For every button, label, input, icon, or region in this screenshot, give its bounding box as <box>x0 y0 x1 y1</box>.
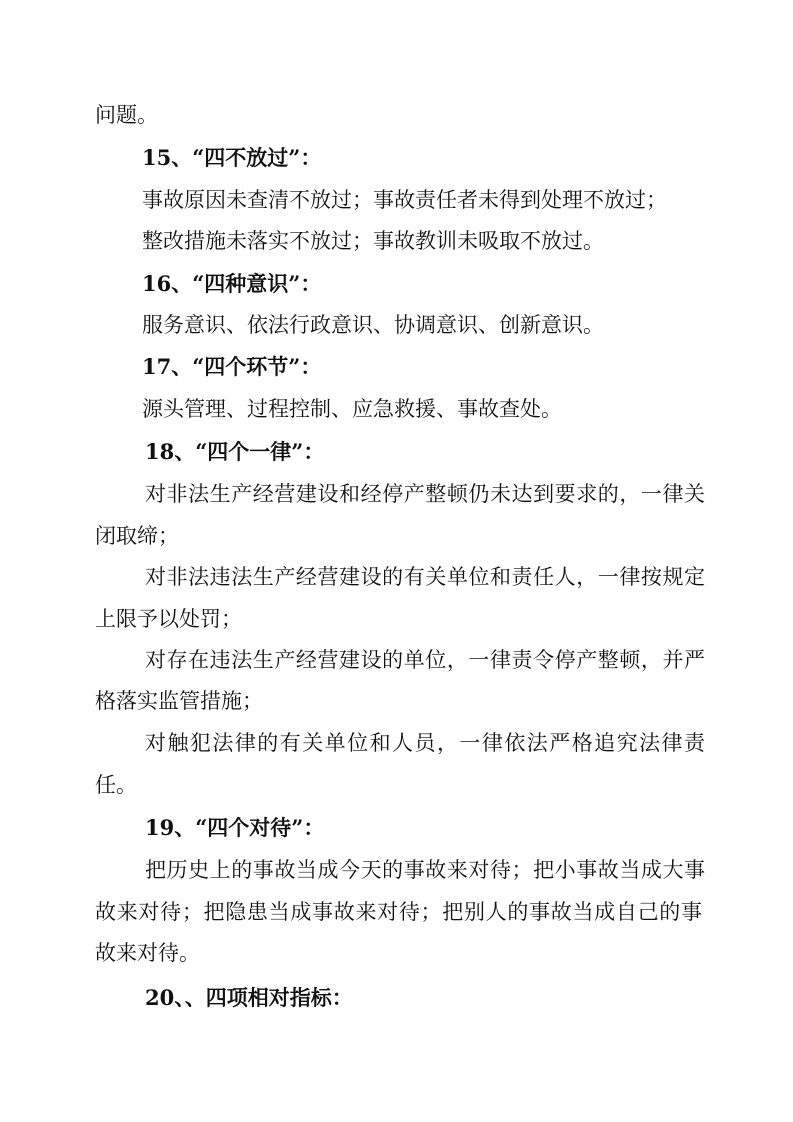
paragraph-text: 上限予以处罚； <box>95 607 242 631</box>
paragraph-text: 问题。 <box>95 103 158 127</box>
paragraph-text: 故来对待；把隐患当成事故来对待；把别人的事故当成自己的事 <box>95 900 702 924</box>
paragraph-text: 对触犯法律的有关单位和人员，一律依法严格追究法律责 <box>145 731 705 755</box>
section-heading-19: 19、“四个对待”： <box>145 815 325 840</box>
section-heading-15: 15、“四不放过”： <box>142 145 322 170</box>
paragraph-text: 事故原因未查清不放过；事故责任者未得到处理不放过； <box>142 188 667 212</box>
paragraph-text: 闭取缔； <box>95 524 179 548</box>
paragraph-text: 整改措施未落实不放过；事故教训未吸取不放过。 <box>142 229 604 253</box>
paragraph-text: 格落实监管措施； <box>95 689 263 713</box>
paragraph-text: 把历史上的事故当成今天的事故来对待；把小事故当成大事 <box>145 858 705 882</box>
section-heading-20: 20、、四项相对指标： <box>145 985 353 1010</box>
paragraph-text: 故来对待。 <box>95 941 200 965</box>
section-heading-18: 18、“四个一律”： <box>145 439 325 464</box>
paragraph-text: 对非法生产经营建设和经停产整顿仍未达到要求的，一律关 <box>145 482 705 506</box>
paragraph-text: 任。 <box>95 773 137 797</box>
paragraph-text: 服务意识、依法行政意识、协调意识、创新意识。 <box>142 313 604 337</box>
paragraph-text: 对存在违法生产经营建设的单位，一律责令停产整顿，并严 <box>145 648 705 672</box>
section-heading-16: 16、“四种意识”： <box>142 271 322 296</box>
paragraph-text: 源头管理、过程控制、应急救援、事故查处。 <box>142 397 562 421</box>
section-heading-17: 17、“四个环节”： <box>142 354 322 379</box>
paragraph-text: 对非法违法生产经营建设的有关单位和责任人，一律按规定 <box>145 565 705 589</box>
